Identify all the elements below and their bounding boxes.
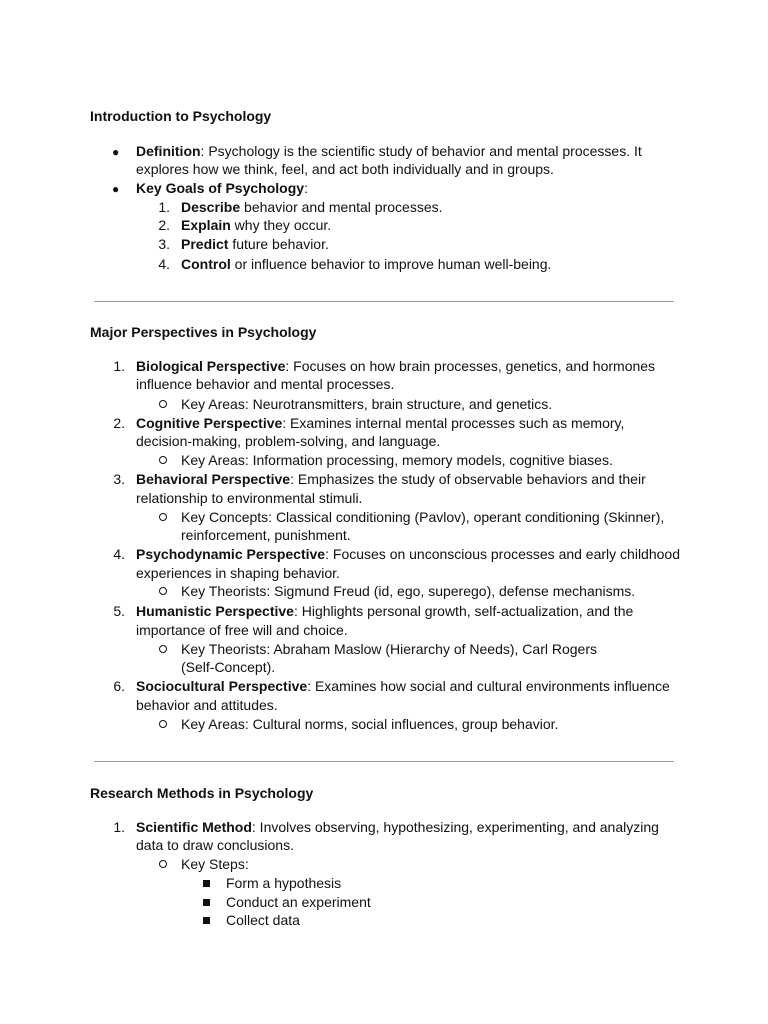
research-key-steps: Key Steps: xyxy=(181,856,249,872)
perspective-term: Psychodynamic Perspective xyxy=(136,546,326,562)
perspective-term: Behavioral Perspective xyxy=(136,471,291,487)
perspective-humanistic-sub-1: Key Theorists: Abraham Maslow (Hierarchy of Needs), Carl Rogers xyxy=(181,641,598,657)
goal-number: 2. xyxy=(158,217,170,233)
perspective-cognitive-sub: Key Areas: Information processing, memory models, cognitive biases. xyxy=(181,452,613,468)
goal-number: 3. xyxy=(158,236,170,252)
perspective-cognitive-line-1 xyxy=(136,414,624,432)
square-bullet-icon xyxy=(203,917,210,924)
perspective-number: 6. xyxy=(113,678,125,694)
hollow-bullet-icon xyxy=(159,645,167,653)
perspective-text: : Emphasizes the study of observable behaviors and their xyxy=(290,471,646,487)
goals-suffix: : xyxy=(304,180,308,196)
goal-term: Predict xyxy=(181,236,229,252)
research-scientific-line-1 xyxy=(136,818,659,836)
perspective-number: 5. xyxy=(113,603,125,619)
perspective-humanistic-line-1 xyxy=(136,602,633,620)
definition-term: Definition xyxy=(136,143,201,159)
perspective-number: 1. xyxy=(113,358,125,374)
goal-number: 1. xyxy=(158,199,170,215)
research-scientific-line-2: data to draw conclusions. xyxy=(136,837,294,853)
goal-item-explain xyxy=(181,216,331,234)
section-divider xyxy=(94,301,674,302)
perspective-behavioral-line-1 xyxy=(136,470,646,488)
square-bullet-icon xyxy=(203,899,210,906)
hollow-bullet-icon xyxy=(159,400,167,408)
hollow-bullet-icon xyxy=(159,860,167,868)
research-text: : Involves observing, hypothesizing, experimenting, and analyzing xyxy=(251,819,659,835)
perspective-number: 3. xyxy=(113,471,125,487)
perspective-sociocultural-sub: Key Areas: Cultural norms, social influences, group behavior. xyxy=(181,716,559,732)
research-term: Scientific Method xyxy=(136,819,252,835)
perspective-term: Sociocultural Perspective xyxy=(136,678,308,694)
definition-text-2: explores how we think, feel, and act both individually and in groups. xyxy=(136,161,554,177)
perspective-text: : Highlights personal growth, self-actualization, and the xyxy=(293,603,634,619)
perspective-term: Biological Perspective xyxy=(136,358,286,374)
perspective-term: Cognitive Perspective xyxy=(136,415,283,431)
perspective-behavioral-sub-1: Key Concepts: Classical conditioning (Pavlov), operant conditioning (Skinner), xyxy=(181,509,665,525)
intro-heading: Introduction to Psychology xyxy=(90,108,272,124)
goal-term: Control xyxy=(181,256,231,272)
perspective-biological-line-2: influence behavior and mental processes. xyxy=(136,376,395,392)
goal-item-describe xyxy=(181,198,443,216)
perspective-number: 2. xyxy=(113,415,125,431)
perspective-sociocultural-line-2: behavior and attitudes. xyxy=(136,697,278,713)
hollow-bullet-icon xyxy=(159,587,167,595)
goal-term: Describe xyxy=(181,199,241,215)
definition-line-1 xyxy=(136,142,642,160)
bullet-marker: ● xyxy=(112,145,120,159)
perspective-text: : Examines how social and cultural environments influence xyxy=(307,678,670,694)
goal-text: behavior and mental processes. xyxy=(240,199,443,215)
perspective-psychodynamic-line-2: experiences in shaping behavior. xyxy=(136,565,340,581)
research-step: Form a hypothesis xyxy=(226,875,342,891)
perspective-term: Humanistic Perspective xyxy=(136,603,294,619)
perspective-psychodynamic-line-1 xyxy=(136,545,680,563)
perspective-humanistic-sub-2: (Self-Concept). xyxy=(181,659,276,675)
goals-term: Key Goals of Psychology xyxy=(136,180,305,196)
perspective-sociocultural-line-1 xyxy=(136,677,670,695)
perspectives-heading: Major Perspectives in Psychology xyxy=(90,324,317,340)
perspective-behavioral-sub-2: reinforcement, punishment. xyxy=(181,527,351,543)
goal-item-predict xyxy=(181,235,329,253)
square-bullet-icon xyxy=(203,880,210,887)
research-number: 1. xyxy=(113,819,125,835)
perspective-biological-line-1 xyxy=(136,357,655,375)
perspective-behavioral-line-2: relationship to environmental stimuli. xyxy=(136,490,363,506)
goal-term: Explain xyxy=(181,217,231,233)
definition-text-1: : Psychology is the scientific study of behavior and mental processes. It xyxy=(200,143,642,159)
goal-text: why they occur. xyxy=(230,217,332,233)
goal-text: or influence behavior to improve human well-being. xyxy=(230,256,552,272)
perspective-text: : Focuses on unconscious processes and early childhood xyxy=(325,546,680,562)
bullet-marker: ● xyxy=(112,182,120,196)
goal-number: 4. xyxy=(158,256,170,272)
perspective-humanistic-line-2: importance of free will and choice. xyxy=(136,622,348,638)
goals-line xyxy=(136,179,308,197)
research-heading: Research Methods in Psychology xyxy=(90,785,314,801)
goal-text: future behavior. xyxy=(228,236,329,252)
perspective-text: : Focuses on how brain processes, genetics, and hormones xyxy=(285,358,656,374)
section-divider xyxy=(94,761,674,762)
perspective-biological-sub: Key Areas: Neurotransmitters, brain structure, and genetics. xyxy=(181,396,553,412)
perspective-number: 4. xyxy=(113,546,125,562)
perspective-psychodynamic-sub: Key Theorists: Sigmund Freud (id, ego, superego), defense mechanisms. xyxy=(181,583,636,599)
perspective-cognitive-line-2: decision-making, problem-solving, and language. xyxy=(136,433,441,449)
research-step: Collect data xyxy=(226,912,300,928)
perspective-text: : Examines internal mental processes such as memory, xyxy=(282,415,625,431)
goal-item-control xyxy=(181,255,551,273)
hollow-bullet-icon xyxy=(159,720,167,728)
research-step: Conduct an experiment xyxy=(226,894,371,910)
hollow-bullet-icon xyxy=(159,513,167,521)
hollow-bullet-icon xyxy=(159,456,167,464)
